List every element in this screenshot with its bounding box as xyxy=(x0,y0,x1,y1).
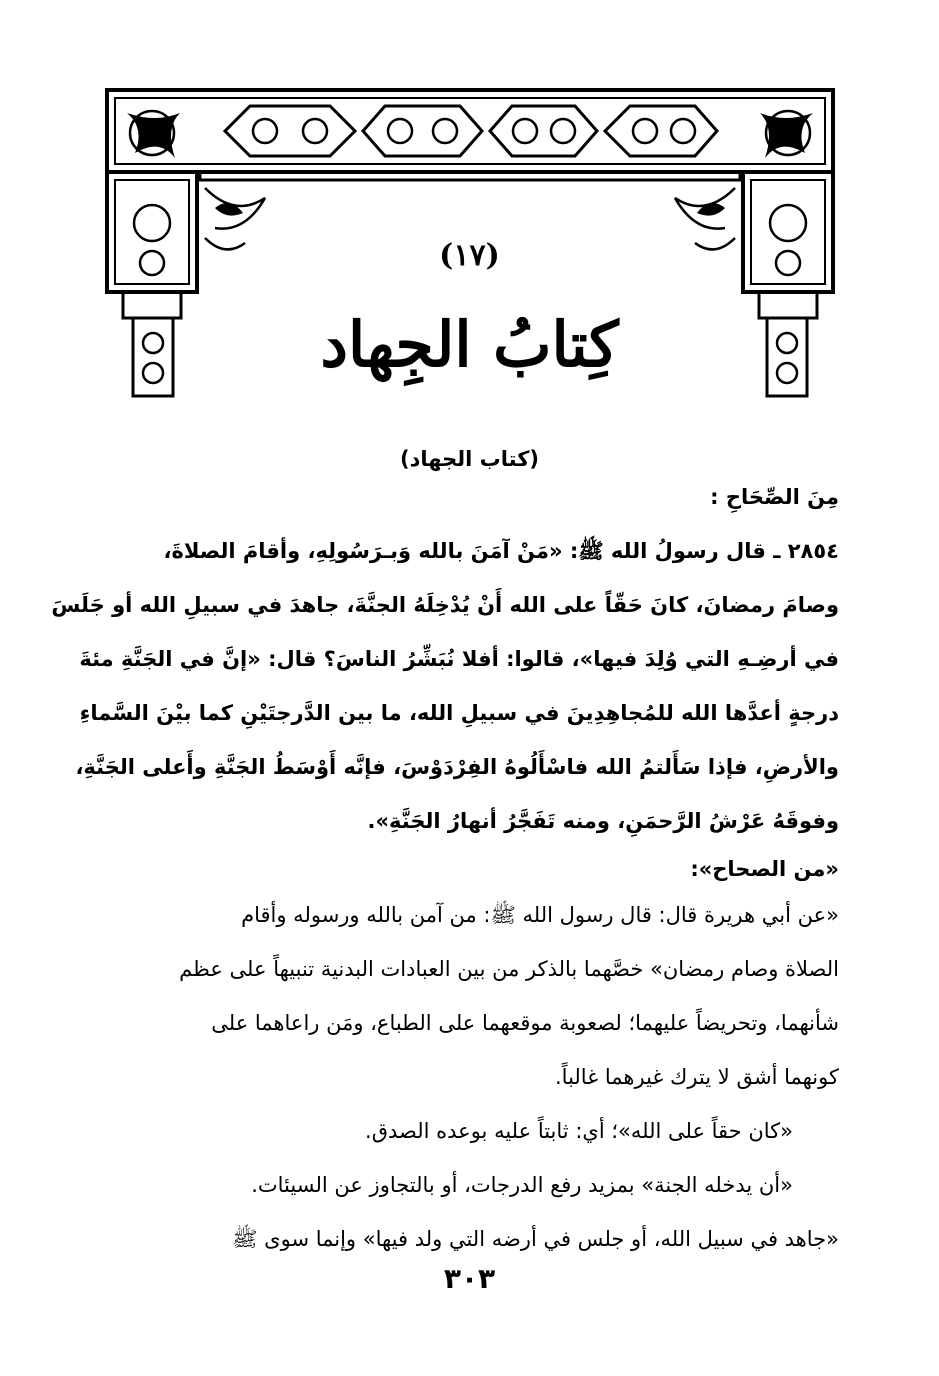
page-number: ٣٠٣ xyxy=(443,1262,496,1295)
book-title: كِتابُ الجِهاد xyxy=(320,308,619,381)
hadith-line-2: وصامَ رمضانَ، كانَ حَقّاً على الله أَنْ يُدْخِلَهُ الجنَّةَ، جاهدَ في سبيلِ الله أو جَلَسَ xyxy=(51,593,839,617)
explanation-3: «جاهد في سبيل الله، أو جلس في أرضه التي ولد فيها» وإنما سوى ﷺ xyxy=(232,1227,839,1251)
explanation-1: «كان حقاً على الله»؛ أي: ثابتاً عليه بوعده الصدق. xyxy=(365,1119,793,1143)
hadith-line-5: والأرضِ، فإذا سَأَلتمُ الله فاسْأَلُوهُ الفِرْدَوْسَ، فإنَّه أَوْسَطُ الجَنَّةِ وأَعلى الجَنَّةِ، xyxy=(75,755,839,779)
commentary-line-2: الصلاة وصام رمضان» خصَّهما بالذكر من بين العبادات البدنية تنبيهاً على عظم xyxy=(179,957,839,981)
hadith-line-1: ٢٨٥٤ ـ قال رسولُ الله ﷺ: «مَنْ آمَنَ بالله وَبـرَسُولِهِ، وأقامَ الصلاةَ، xyxy=(163,539,839,563)
commentary-line-4: كونهما أشق لا يترك غيرهما غالباً. xyxy=(555,1065,839,1089)
commentary-line-3: شأنهما، وتحريضاً عليهما؛ لصعوبة موقعهما على الطباع، ومَن راعاهما على xyxy=(211,1011,839,1035)
source-label: مِنَ الصِّحَاحِ : xyxy=(710,485,839,509)
hadith-line-3: في أرضِـهِ التي وُلِدَ فيها»، قالوا: أفلا نُبَشِّرُ الناسَ؟ قال: «إنَّ في الجَنَّةِ مئةَ xyxy=(79,647,839,671)
section-heading: (كتاب الجهاد) xyxy=(399,447,540,471)
explanation-2: «أن يدخله الجنة» بمزيد رفع الدرجات، أو بالتجاوز عن السيئات. xyxy=(251,1173,793,1197)
commentary-heading: «من الصحاح»: xyxy=(690,857,839,881)
chapter-number: (١٧) xyxy=(439,238,500,273)
hadith-line-4: درجةٍ أعدَّها الله للمُجاهِدِينَ في سبيلِ الله، ما بين الدَّرجتَيْنِ كما بيْنَ السَّماءِ xyxy=(79,701,839,725)
hadith-line-6: وفوقَهُ عَرْشُ الرَّحمَنِ، ومنه تَفَجَّرُ أنهارُ الجَنَّةِ». xyxy=(367,809,839,833)
commentary-line-1: «عن أبي هريرة قال: قال رسول الله ﷺ: من آمن بالله ورسوله وأقام xyxy=(241,903,839,927)
